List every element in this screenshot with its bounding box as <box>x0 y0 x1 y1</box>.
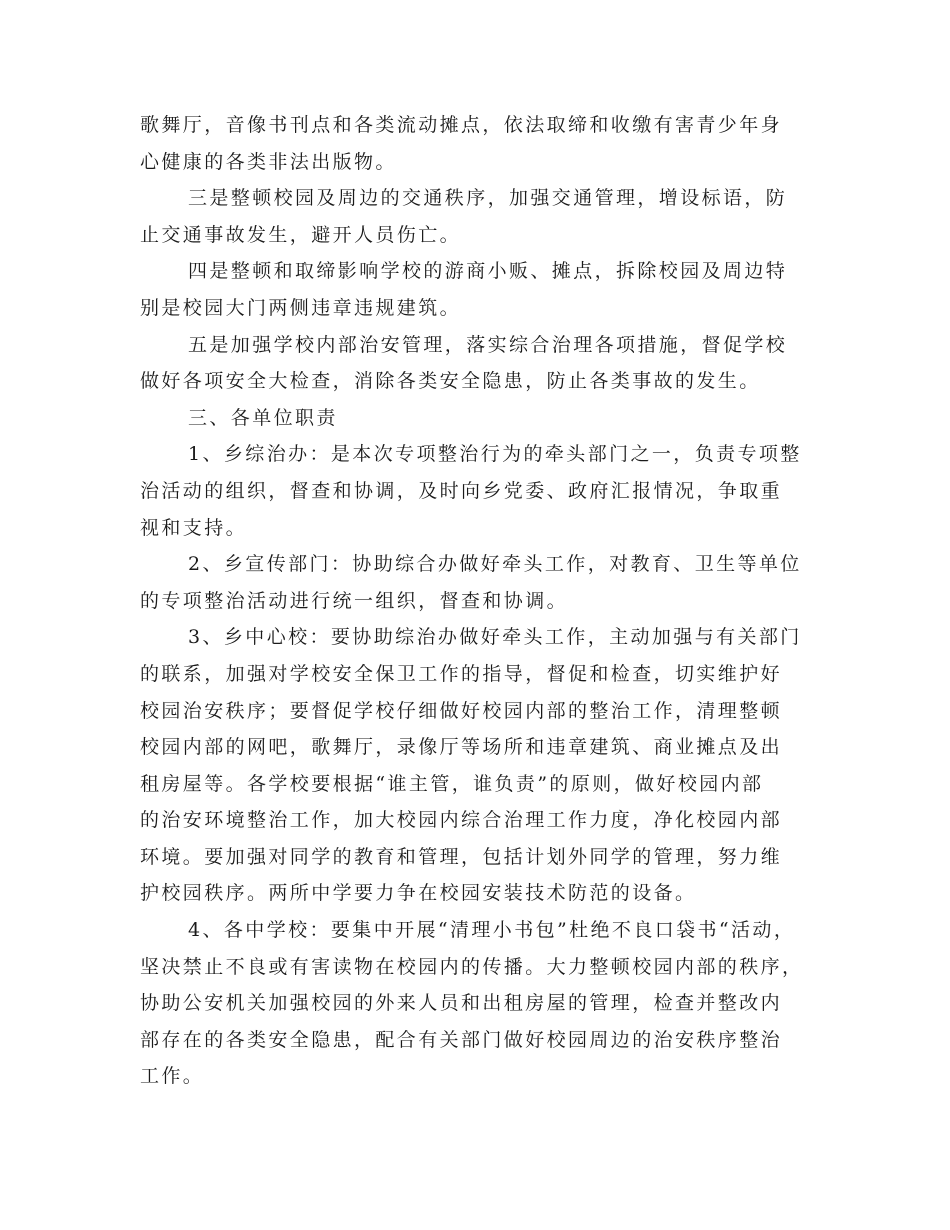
document-body <box>140 107 812 1095</box>
text-line: 协助公安机关加强校园的外来人员和出租房屋的管理，检查并整改内 <box>140 992 783 1015</box>
text-line: 环境。要加强对同学的教育和管理，包括计划外同学的管理，努力维 <box>140 845 783 868</box>
text-line: 别是校园大门两侧违章违规建筑。 <box>140 296 462 319</box>
text-line: 五是加强学校内部治安管理，落实综合治理各项措施，督促学校 <box>188 333 788 356</box>
text-line: 3、乡中心校：要协助综治办做好牵头工作，主动加强与有关部门 <box>188 626 802 649</box>
text-line: 三是整顿校园及周边的交通秩序，加强交通管理，增设标语，防 <box>188 187 788 210</box>
text-line: 心健康的各类非法出版物。 <box>140 150 397 173</box>
text-line: 三、各单位职责 <box>188 406 338 429</box>
text-line: 歌舞厅，音像书刊点和各类流动摊点，依法取缔和收缴有害青少年身 <box>140 114 783 136</box>
text-line: 四是整顿和取缔影响学校的游商小贩、摊点，拆除校园及周边特 <box>188 260 788 283</box>
text-line: 部存在的各类安全隐患，配合有关部门做好校园周边的治安秩序整治 <box>140 1028 783 1051</box>
text-line: 的治安环境整治工作，加大校园内综合治理工作力度，净化校园内部 <box>140 809 783 832</box>
text-line: 做好各项安全大检查，消除各类安全隐患，防止各类事故的发生。 <box>140 370 761 393</box>
text-line: 校园内部的网吧，歌舞厅，录像厅等场所和违章建筑、商业摊点及出 <box>140 736 783 759</box>
text-line: 的专项整治活动进行统一组织，督查和协调。 <box>140 589 569 612</box>
text-line: 工作。 <box>140 1065 205 1088</box>
text-line: 护校园秩序。两所中学要力争在校园安装技术防范的设备。 <box>140 882 697 905</box>
text-line: 校园治安秩序；要督促学校仔细做好校园内部的整治工作，清理整顿 <box>140 699 783 722</box>
text-line: 治活动的组织，督查和协调，及时向乡党委、政府汇报情况，争取重 <box>140 479 783 502</box>
text-line: 坚决禁止不良或有害读物在校园内的传播。大力整顿校园内部的秩序， <box>140 955 804 978</box>
text-line: 视和支持。 <box>140 516 248 539</box>
text-line: 的联系，加强对学校安全保卫工作的指导，督促和检查，切实维护好 <box>140 662 783 685</box>
text-line: 止交通事故发生，避开人员伤亡。 <box>140 223 462 246</box>
text-line: 租房屋等。各学校要根据“谁主管，谁负责”的原则，做好校园内部 <box>140 772 764 795</box>
text-line: 1、乡综治办：是本次专项整治行为的牵头部门之一，负责专项整 <box>188 443 802 466</box>
text-line: 2、乡宣传部门：协助综合办做好牵头工作，对教育、卫生等单位 <box>188 553 802 576</box>
text-line: 4、各中学校：要集中开展“清理小书包”杜绝不良口袋书“活动， <box>188 919 796 942</box>
